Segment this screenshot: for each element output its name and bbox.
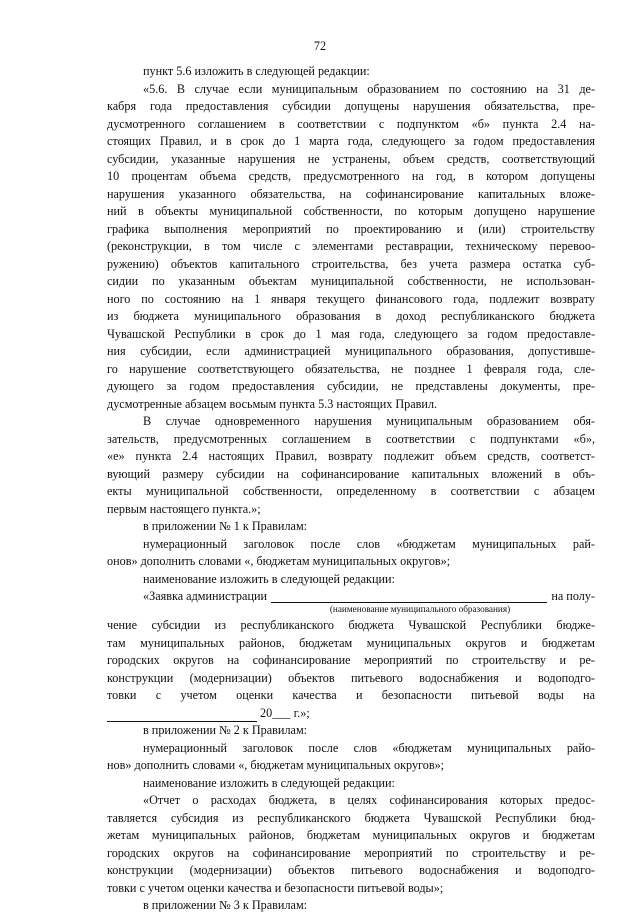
year-text: 20___ г.»; [260,705,310,720]
text-line: конструкции (модернизации) объектов питьевого водоснабжения и водоподго- [107,670,595,685]
text-line: го нарушение соответствующего обязательства, не позднее 1 февраля года, сле- [107,361,595,376]
application-title-start: «Заявка администрации [143,589,268,603]
year-blank [107,709,257,722]
text-line: в приложении № 2 к Правилам: [143,723,308,737]
text-line: там муниципальных районов, бюджетам муниципальных округов и бюджетам [107,635,595,650]
text-line: нумерационный заголовок после слов «бюджетам муниципальных райо- [143,740,595,755]
text-line: стоящих Правил, и в срок до 1 марта года, следующего за годом предоставления [107,134,595,148]
text-line: «5.6. В случае если муниципальным образованием по состоянию на 31 де- [143,81,595,96]
blank-caption: (наименование муниципального образования) [329,604,511,614]
text-line: дусмотренные абзацем восьмым пункта 5.3 настоящих Правил. [107,396,438,411]
text-line: городских округов на софинансирование мероприятий по строительству и ре- [107,653,595,667]
text-line: «е» пункта 2.4 настоящих Правил, возврату подлежит объем средств, соответст- [107,449,595,463]
text-line: нумерационный заголовок после слов «бюджетам муниципальных рай- [143,536,595,551]
text-line: ного по состоянию на 1 января текущего финансового года, подлежит возврату [107,291,595,306]
application-title-line [143,588,595,606]
text-line: ния субсидии, если администрацией муниципального образования, допустивше- [107,344,595,358]
text-line: субсидии, указанные нарушения не устранены, объем средств, соответствующий [107,151,595,166]
text-line: екты муниципальной собственности, определенному в соответствии с абзацем [107,484,595,498]
page-number: 72 [313,39,327,53]
text-line: вующий размеру субсидии на софинансирование капитальных вложений в объ- [107,466,595,481]
text-line: городских округов на софинансирование мероприятий по строительству и ре- [107,845,595,860]
text-line: дующего за годом предоставления субсидии, не представлены документы, пре- [107,379,595,393]
text-line: в приложении № 3 к Правилам: [143,898,308,912]
text-line: 10 процентам объема средств, предусмотренного на год, в котором допущены [107,169,595,183]
text-line: (реконструкции, в том числе с элементами реставрации, техническому перевоо- [107,239,595,253]
text-line: Чувашской Республики в срок до 1 мая года, следующего за годом предоставле- [107,326,595,341]
text-line: тавляется субсидия из республиканского бюджета Чувашской Республики бюд- [107,810,595,825]
text-line: из бюджета муниципального образования в доход республиканского бюджета [107,309,595,323]
text-line: онов» дополнить словами «, бюджетам муниципальных округов»; [107,554,451,568]
year-line [107,705,595,723]
text-line: первым настоящего пункта.»; [107,501,261,516]
text-line: наименование изложить в следующей редакции: [143,775,395,790]
text-line: жетам муниципальных районов, бюджетам муниципальных округов и бюджетам [107,828,595,842]
text-line: ружению) объектов капитального строительства, без учета размера остатка суб- [107,256,595,271]
text-line: в приложении № 1 к Правилам: [143,519,308,533]
text-line: пункт 5.6 изложить в следующей редакции: [143,64,370,78]
municipality-blank [271,590,547,603]
text-line: В случае одновременного нарушения муниципальным образованием обя- [143,414,595,428]
text-line: конструкции (модернизации) объектов питьевого водоснабжения и водоподго- [107,863,595,877]
text-line: товки с учетом оценки качества и безопасности питьевой воды на [107,688,595,702]
text-line: дусмотренного соглашением в соответствии с подпунктом «б» пункта 2.4 на- [107,116,595,131]
text-line: товки с учетом оценки качества и безопасности питьевой воды»; [107,880,444,895]
text-line: сидии по указанным объектам муниципальной собственности, не использован- [107,274,595,288]
text-line: чение субсидии из республиканского бюджета Чувашской Республики бюдже- [107,618,595,632]
text-line: графика выполнения мероприятий по проектированию и (или) строительству [107,221,595,236]
text-line: ний в объекты муниципальной собственности, по которым допущено нарушение [107,204,595,218]
application-title-end: на полу- [551,589,595,603]
text-line: зательств, предусмотренных соглашением в соответствии с подпунктами «б», [107,431,595,446]
text-line: нов» дополнить словами «, бюджетам муниципальных округов»; [107,758,445,772]
text-line: «Отчет о расходах бюджета, в целях софинансирования которых предос- [143,793,595,807]
text-line: нарушения указанного обязательства, на софинансирование капитальных вложе- [107,186,595,201]
text-line: наименование изложить в следующей редакции: [143,571,395,586]
text-line: кабря года предоставления субсидии допущены нарушения обязательства, пре- [107,99,595,113]
